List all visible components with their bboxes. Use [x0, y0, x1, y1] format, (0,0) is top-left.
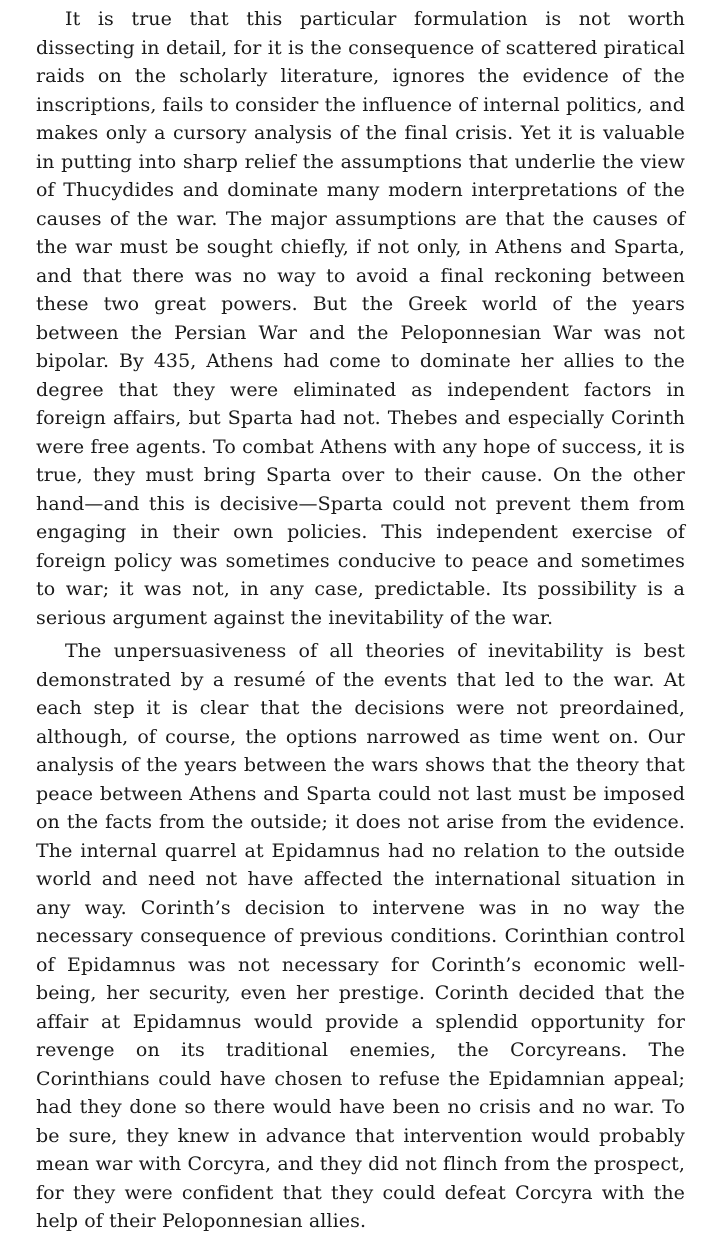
paragraph-2: The unpersuasiveness of all theories of inevitability is best demonstrated by a resumé of the events that led to the war. At each step it is clear that the decisions were not preordained, although, of course, the options narrowed as time went on. Our analysis of the years between the wars shows that the theory that peace between Athens and Sparta could not last must be imposed on the facts from the outside; it does not arise from the evidence. The internal quarrel at Epidamnus had no relation to the outside world and need not have affected the international situation in any way. Corinth’s decision to intervene was in no way the necessary consequence of previous conditions. Corinthian control of Epidamnus was not necessary for Corinth’s economic well-being, her security, even her prestige. Corinth decided that the affair at Epidamnus would provide a splendid opportunity for revenge on its traditional enemies, the Corcyreans. The Corinthians could have chosen to refuse the Epidamnian appeal; had they done so there would have been no crisis and no war. To be sure, they knew in advance that intervention would probably mean war with Corcyra, and they did not flinch from the prospect, for they were confident that they could defeat Corcyra with the help of their Peloponnesian allies.	[36, 640, 685, 1232]
paragraph-1: It is true that this particular formulation is not worth dissecting in detail, for it is the consequence of scattered piratical raids on the scholarly literature, ignores the evidence of the inscriptions, fails to consider the influence of internal politics, and makes only a cursory analysis of the final crisis. Yet it is valuable in putting into sharp relief the assumptions that underlie the view of Thucydides and dominate many modern interpretations of the causes of the war. The major assumptions are that the causes of the war must be sought chiefly, if not only, in Athens and Sparta, and that there was no way to avoid a final reckoning between these two great powers. But the Greek world of the years between the Persian War and the Peloponnesian War was not bipolar. By 435, Athens had come to dominate her allies to the degree that they were eliminated as independent factors in foreign affairs, but Sparta had not. Thebes and especially Corinth were free agents. To combat Athens with any hope of success, it is true, they must bring Sparta over to their cause. On the other hand—and this is decisive—Sparta could not prevent them from engaging in their own policies. This independent exercise of foreign policy was sometimes conducive to peace and sometimes to war; it was not, in any case, predictable. Its possibility is a serious argument against the inevitability of the war.	[36, 8, 685, 629]
document-page	[36, 5, 685, 1236]
